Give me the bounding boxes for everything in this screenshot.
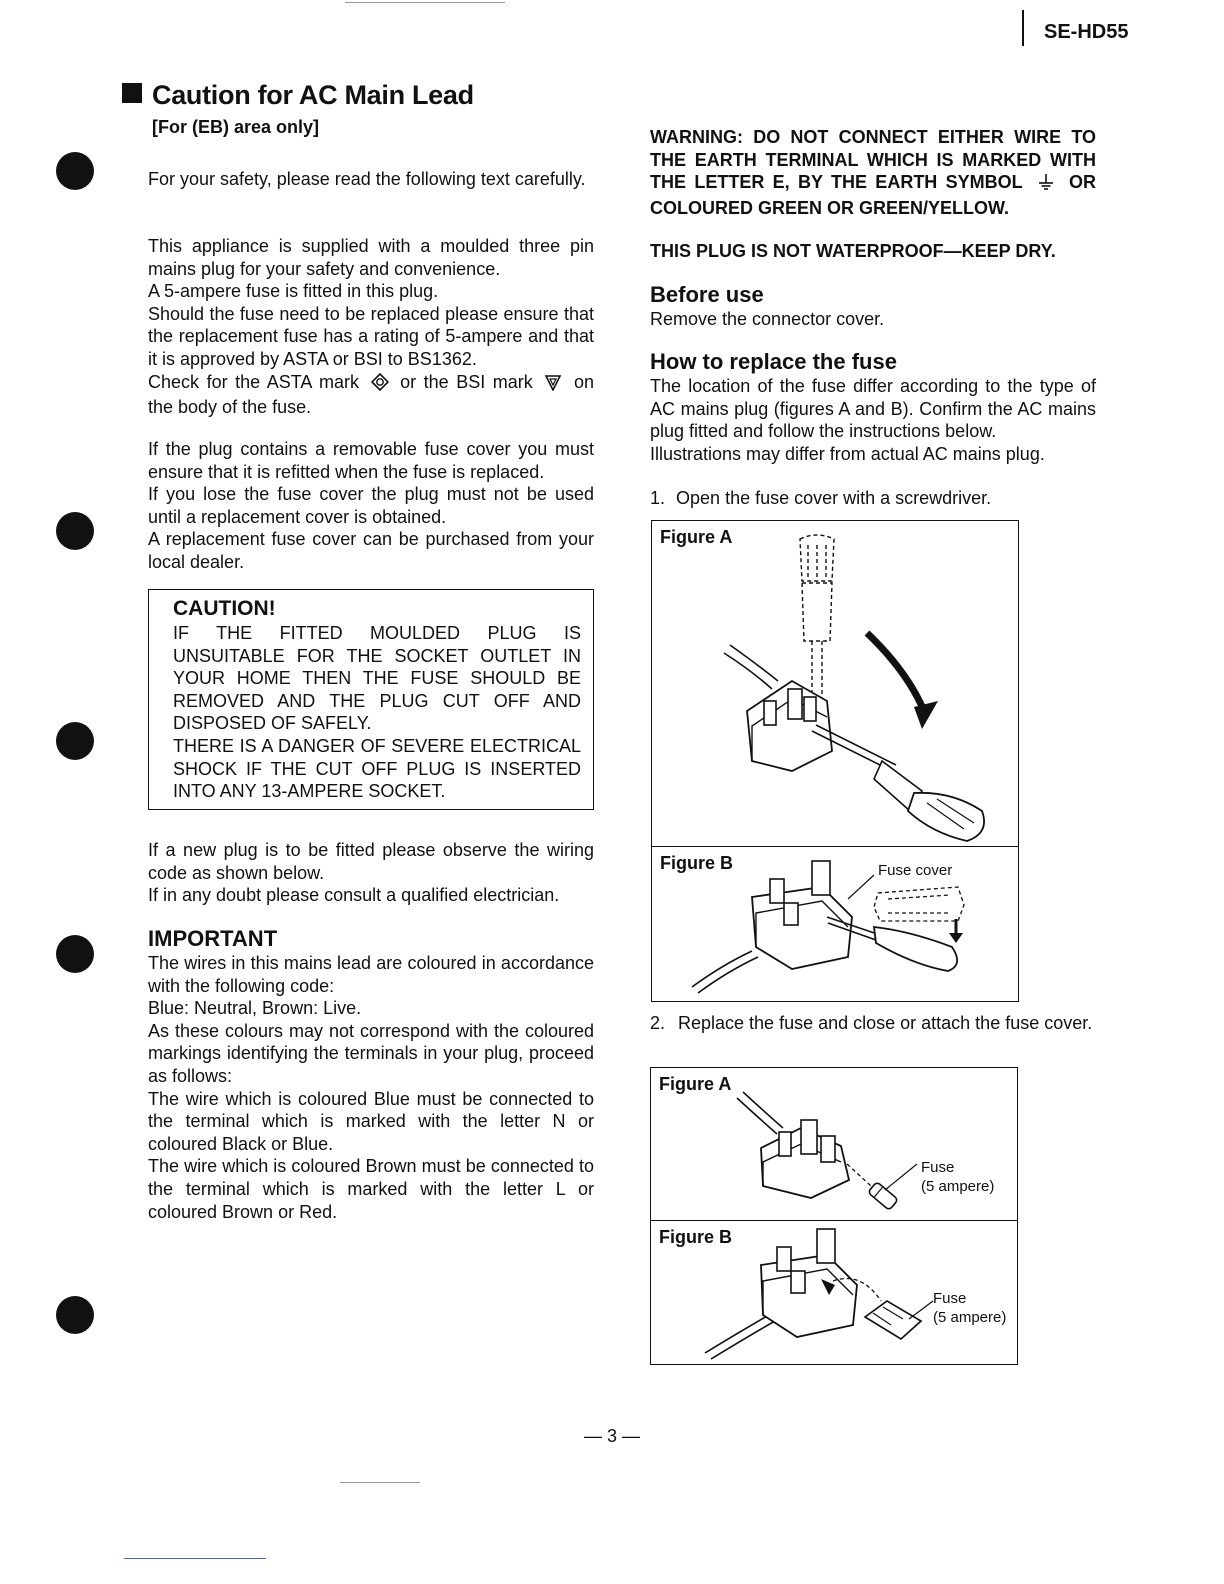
important-block	[148, 952, 594, 1223]
caution-text-2: THERE IS A DANGER OF SEVERE ELECTRICAL SHOCK IF THE CUT OFF PLUG IS INSERTED INTO ANY 13-AMPERE SOCKET.	[173, 735, 581, 802]
plug-info-p1: This appliance is supplied with a moulded three pin mains plug for your safety and convenience.	[148, 236, 594, 279]
fuse-cover-note: Fuse cover	[878, 862, 953, 879]
binder-hole-5	[56, 1296, 94, 1334]
binder-hole-4	[56, 935, 94, 973]
warning-text-a: WARNING: DO NOT CONNECT EITHER WIRE TO THE EARTH TERMINAL WHICH IS MARKED WITH THE LETTER E, BY THE EARTH SYMBOL	[650, 127, 1096, 193]
replace-fuse-text-2: Illustrations may differ from actual AC mains plug.	[650, 443, 1045, 464]
plug-info-p3: Should the fuse need to be replaced please ensure that the replacement fuse has a rating of 5-ampere and that it is approved by ASTA or BSI to BS1362.	[148, 303, 594, 369]
warning-text-b: OR COLOURED GREEN OR GREEN/YELLOW.	[650, 172, 1096, 218]
replace-fuse-title: How to replace the fuse	[650, 349, 897, 374]
important-text-5: The wire which is coloured Brown must be connected to the terminal which is marked with the letter L or coloured Brown or Red.	[148, 1156, 594, 1222]
step-2	[650, 1012, 1096, 1035]
fuse-cover-p7: A replacement fuse cover can be purchased from your local dealer.	[148, 529, 594, 572]
important-text-1: The wires in this mains lead are coloured in accordance with the following code:	[148, 953, 594, 996]
intro-text: For your safety, please read the following text carefully.	[148, 169, 586, 189]
figure-1a-label: Figure A	[660, 527, 733, 547]
fuse-cover-p5: If the plug contains a removable fuse cover you must ensure that it is refitted when the fuse is replaced.	[148, 439, 594, 482]
bullet-square-icon	[122, 83, 142, 103]
page-number: — 3 —	[583, 1426, 640, 1446]
section-title-text: Caution for AC Main Lead	[152, 80, 474, 110]
binder-hole-3	[56, 722, 94, 760]
fuse-cover-block	[148, 438, 594, 574]
caution-box	[148, 589, 594, 810]
figure-2a-note-fuse: Fuse	[921, 1159, 955, 1176]
figure-1b	[651, 846, 1019, 1002]
scan-line-top	[345, 2, 505, 3]
step-2-text: Replace the fuse and close or attach the fuse cover.	[678, 1013, 1093, 1033]
figure-2b-label: Figure B	[659, 1227, 733, 1247]
binder-hole-2	[56, 512, 94, 550]
figure-1b-label: Figure B	[660, 853, 734, 873]
important-text-4: The wire which is coloured Blue must be connected to the terminal which is marked with the letter N or coloured Black or Blue.	[148, 1088, 594, 1154]
figure-2a-illustration	[651, 1068, 1017, 1223]
step-1	[650, 487, 1096, 510]
caution-title: CAUTION!	[173, 597, 276, 620]
bsi-kitemark-icon	[544, 373, 562, 397]
important-text-3: As these colours may not correspond with the coloured markings identifying the terminals in your plug, proceed as follows:	[148, 1020, 594, 1086]
caution-text-1: IF THE FITTED MOULDED PLUG IS UNSUITABLE FOR THE SOCKET OUTLET IN YOUR HOME THEN THE FUSE SHOULD BE REMOVED AND THE PLUG CUT OFF AND DISPOSED OF SAFELY.	[173, 623, 581, 734]
section-title	[122, 80, 474, 111]
figure-2a	[650, 1067, 1018, 1224]
step-2-number: 2.	[650, 1013, 666, 1033]
figure-2b-note-fuse: Fuse	[933, 1290, 967, 1307]
new-plug-p8: If a new plug is to be fitted please observe the wiring code as shown below.	[148, 840, 594, 883]
binder-hole-1	[56, 152, 94, 190]
earth-symbol-icon	[1037, 173, 1055, 197]
important-text-2: Blue: Neutral, Brown: Live.	[148, 998, 362, 1019]
figure-2b-note-rating: (5 ampere)	[933, 1309, 1007, 1326]
step-1-text: Open the fuse cover with a screwdriver.	[676, 488, 992, 508]
waterproof-warning: THIS PLUG IS NOT WATERPROOF—KEEP DRY.	[650, 241, 1056, 261]
replace-fuse-text-1: The location of the fuse differ according to the type of AC mains plug (figures A and B). Confirm the AC mains plug fitted and follow the instructions below.	[650, 376, 1096, 442]
bsi-text: or the BSI mark	[400, 371, 533, 392]
figure-2a-note-rating: (5 ampere)	[921, 1178, 995, 1195]
fuse-body-text: on the body of the fuse.	[148, 371, 594, 418]
before-use-text: Remove the connector cover.	[650, 309, 885, 329]
section-subtitle: [For (EB) area only]	[152, 117, 320, 137]
step-1-number: 1.	[650, 488, 666, 508]
scan-line-corner	[124, 1558, 266, 1559]
figure-1b-illustration	[652, 847, 1018, 1001]
asta-text: Check for the ASTA mark	[148, 371, 359, 392]
model-number: SE-HD55	[1022, 10, 1128, 46]
warning-block	[650, 126, 1096, 219]
plug-info-p4	[148, 371, 594, 419]
figure-2a-label: Figure A	[659, 1074, 732, 1094]
important-title: IMPORTANT	[148, 926, 278, 951]
figure-1a	[651, 520, 1019, 850]
scan-line-bottom	[340, 1482, 420, 1483]
replace-fuse-block	[650, 375, 1096, 465]
figure-2b-illustration	[651, 1221, 1017, 1364]
before-use-title: Before use	[650, 282, 764, 307]
fuse-cover-p6: If you lose the fuse cover the plug must not be used until a replacement cover is obtained.	[148, 484, 594, 527]
intro-paragraph	[148, 168, 594, 191]
new-plug-p9: If in any doubt please consult a qualified electrician.	[148, 885, 560, 906]
plug-info-block	[148, 235, 594, 419]
asta-mark-icon	[371, 373, 389, 397]
figure-1a-illustration	[652, 521, 1018, 849]
figure-2b	[650, 1220, 1018, 1365]
plug-info-p2: A 5-ampere fuse is fitted in this plug.	[148, 281, 439, 302]
new-plug-block	[148, 839, 594, 907]
